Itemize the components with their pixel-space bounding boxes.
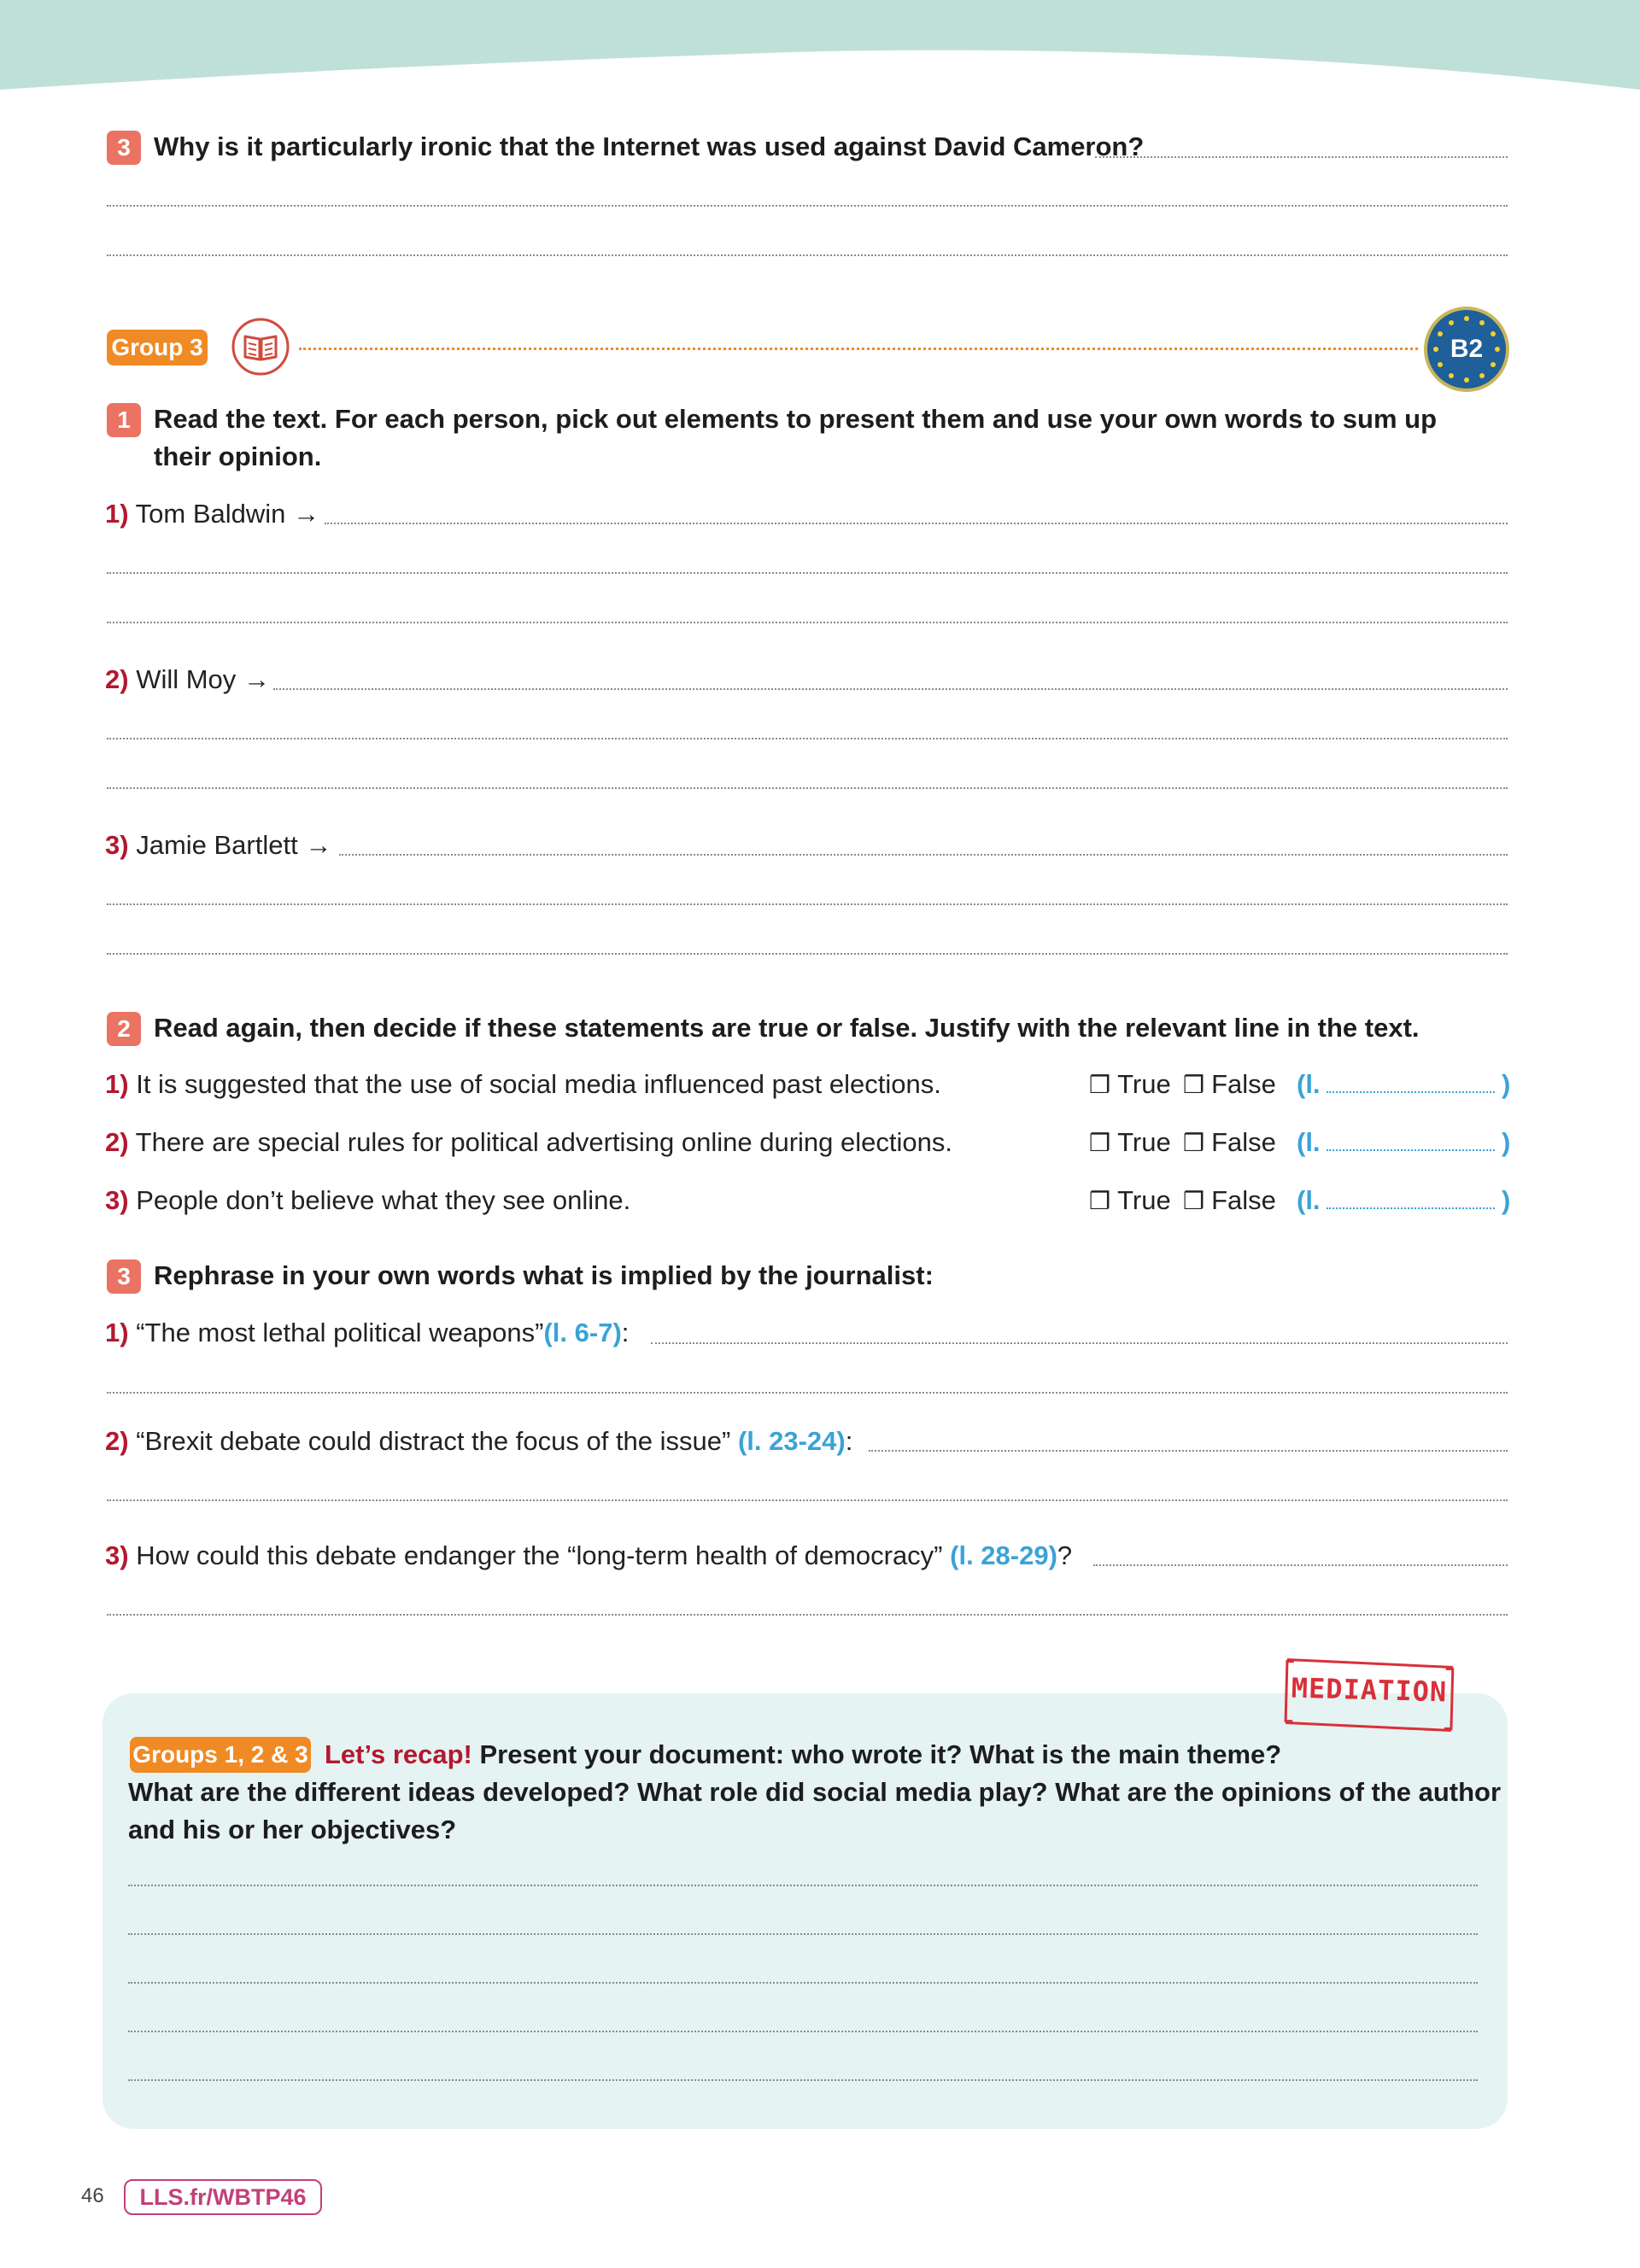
recap-line-3: and his or her objectives? (128, 1815, 457, 1844)
item-number: 3) (105, 1185, 129, 1215)
statement-text: It is suggested that the use of social media influenced past elections. (136, 1069, 941, 1099)
true-option[interactable] (1089, 1184, 1171, 1219)
exercise-number-badge: 2 (107, 1012, 141, 1046)
item-number: 2) (105, 1127, 129, 1157)
checkbox-icon[interactable]: ❒ (1089, 1188, 1111, 1214)
item-number: 1) (105, 1318, 129, 1347)
true-label: True (1117, 1185, 1171, 1215)
line-reference: (l. 28-29) (950, 1540, 1057, 1570)
person-item (105, 497, 319, 531)
line-ref-close: ) (1502, 1069, 1511, 1099)
arrow-icon: → (243, 664, 270, 694)
line-reference: (l. 6-7) (543, 1318, 622, 1347)
recap-line-1 (325, 1736, 1281, 1774)
recap-line-2: What are the different ideas developed? What role did social media play? What are the opinions of the author (128, 1777, 1502, 1807)
line-ref-field[interactable] (1327, 1207, 1495, 1209)
true-label: True (1117, 1069, 1171, 1099)
level-label: B2 (1450, 335, 1484, 363)
answer-line[interactable] (128, 1933, 1478, 1935)
item-number: 3) (105, 1540, 129, 1570)
quote-text: “Brexit debate could distract the focus of the issue” (136, 1426, 731, 1456)
false-option[interactable] (1183, 1067, 1276, 1102)
checkbox-icon[interactable]: ❒ (1183, 1072, 1205, 1098)
answer-line[interactable] (128, 2079, 1478, 2081)
answer-line[interactable] (107, 622, 1508, 623)
answer-line[interactable] (128, 1982, 1478, 1984)
eu-level-badge (1421, 304, 1512, 395)
answer-line[interactable] (107, 1392, 1508, 1394)
quote-item (105, 1424, 852, 1458)
mediation-label: MEDIATION (1291, 1671, 1448, 1709)
punctuation: ? (1057, 1540, 1073, 1570)
statement-item (105, 1125, 952, 1160)
answer-line[interactable] (1093, 1564, 1508, 1566)
person-name: Will Moy (136, 664, 237, 694)
mediation-stamp (1281, 1655, 1457, 1732)
statement-text: People don’t believe what they see online. (136, 1185, 631, 1215)
quote-item (105, 1316, 629, 1350)
answer-line[interactable] (869, 1450, 1508, 1452)
recap-prompt: Present your document: who wrote it? What is the main theme? (479, 1739, 1282, 1769)
line-ref-close: ) (1502, 1185, 1511, 1215)
false-label: False (1211, 1185, 1276, 1215)
quote-item (105, 1539, 1072, 1573)
answer-line[interactable] (107, 738, 1508, 739)
line-ref-field[interactable] (1327, 1149, 1495, 1151)
recap-lead: Let’s recap! (325, 1739, 472, 1769)
item-number: 2) (105, 664, 129, 694)
line-ref-open: (l. (1297, 1127, 1321, 1157)
punctuation: : (845, 1426, 853, 1456)
section-divider (299, 348, 1418, 350)
person-item (105, 663, 270, 697)
groups-badge: Groups 1, 2 & 3 (130, 1737, 311, 1773)
exercise-number-badge: 3 (107, 1260, 141, 1294)
arrow-icon: → (293, 499, 320, 529)
checkbox-icon[interactable]: ❒ (1089, 1130, 1111, 1156)
line-reference: (l. 23-24) (737, 1426, 846, 1456)
checkbox-icon[interactable]: ❒ (1089, 1072, 1111, 1098)
answer-line[interactable] (325, 523, 1508, 524)
exercise-instruction: Rephrase in your own words what is implied by the journalist: (154, 1260, 934, 1290)
exercise-instruction: Read the text. For each person, pick out elements to present them and use your own words to sum up their opinion. (154, 404, 1438, 471)
answer-line[interactable] (273, 688, 1508, 690)
person-name: Jamie Bartlett (136, 830, 298, 860)
answer-line[interactable] (128, 1885, 1478, 1886)
false-option[interactable] (1183, 1125, 1276, 1160)
exercise-number-badge: 1 (107, 403, 141, 437)
answer-line[interactable] (107, 1499, 1508, 1501)
line-ref-open: (l. (1297, 1069, 1321, 1099)
checkbox-icon[interactable]: ❒ (1183, 1188, 1205, 1214)
item-number: 2) (105, 1426, 129, 1456)
person-name: Tom Baldwin (135, 499, 286, 529)
answer-line[interactable] (651, 1342, 1508, 1344)
question-text: Why is it particularly ironic that the Internet was used against David Cameron? (154, 132, 1145, 161)
answer-line[interactable] (107, 1614, 1508, 1616)
item-number: 3) (105, 830, 129, 860)
line-ref-close: ) (1502, 1127, 1511, 1157)
answer-line[interactable] (107, 953, 1508, 955)
answer-line[interactable] (107, 254, 1508, 256)
resource-link[interactable]: LLS.fr/WBTP46 (124, 2179, 322, 2215)
arrow-icon: → (305, 830, 332, 860)
true-option[interactable] (1089, 1125, 1171, 1160)
exercise-instruction: Read again, then decide if these statements are true or false. Justify with the relevant line in the text. (154, 1013, 1420, 1043)
answer-line[interactable] (107, 572, 1508, 574)
quote-text: How could this debate endanger the “long-term health of democracy” (136, 1540, 943, 1570)
answer-line[interactable] (107, 903, 1508, 905)
false-option[interactable] (1183, 1184, 1276, 1219)
statement-item (105, 1184, 630, 1218)
group-badge: Group 3 (107, 330, 208, 365)
quote-text: “The most lethal political weapons” (136, 1318, 544, 1347)
book-icon (231, 317, 290, 377)
page-number: 46 (81, 2184, 104, 2207)
true-option[interactable] (1089, 1067, 1171, 1102)
item-number: 1) (105, 499, 129, 529)
statement-text: There are special rules for political advertising online during elections. (135, 1127, 952, 1157)
answer-line[interactable] (128, 2031, 1478, 2032)
person-item (105, 828, 331, 862)
answer-line[interactable] (339, 854, 1508, 856)
item-number: 1) (105, 1069, 129, 1099)
header-wave (0, 0, 1640, 94)
true-label: True (1117, 1127, 1171, 1157)
question-number-badge: 3 (107, 131, 141, 165)
answer-line[interactable] (107, 787, 1508, 789)
answer-line[interactable] (107, 205, 1508, 207)
checkbox-icon[interactable]: ❒ (1183, 1130, 1205, 1156)
statement-item (105, 1067, 941, 1102)
answer-line[interactable] (1095, 156, 1508, 158)
false-label: False (1211, 1069, 1276, 1099)
punctuation: : (621, 1318, 630, 1347)
false-label: False (1211, 1127, 1276, 1157)
line-ref-field[interactable] (1327, 1091, 1495, 1093)
line-ref-open: (l. (1297, 1185, 1321, 1215)
